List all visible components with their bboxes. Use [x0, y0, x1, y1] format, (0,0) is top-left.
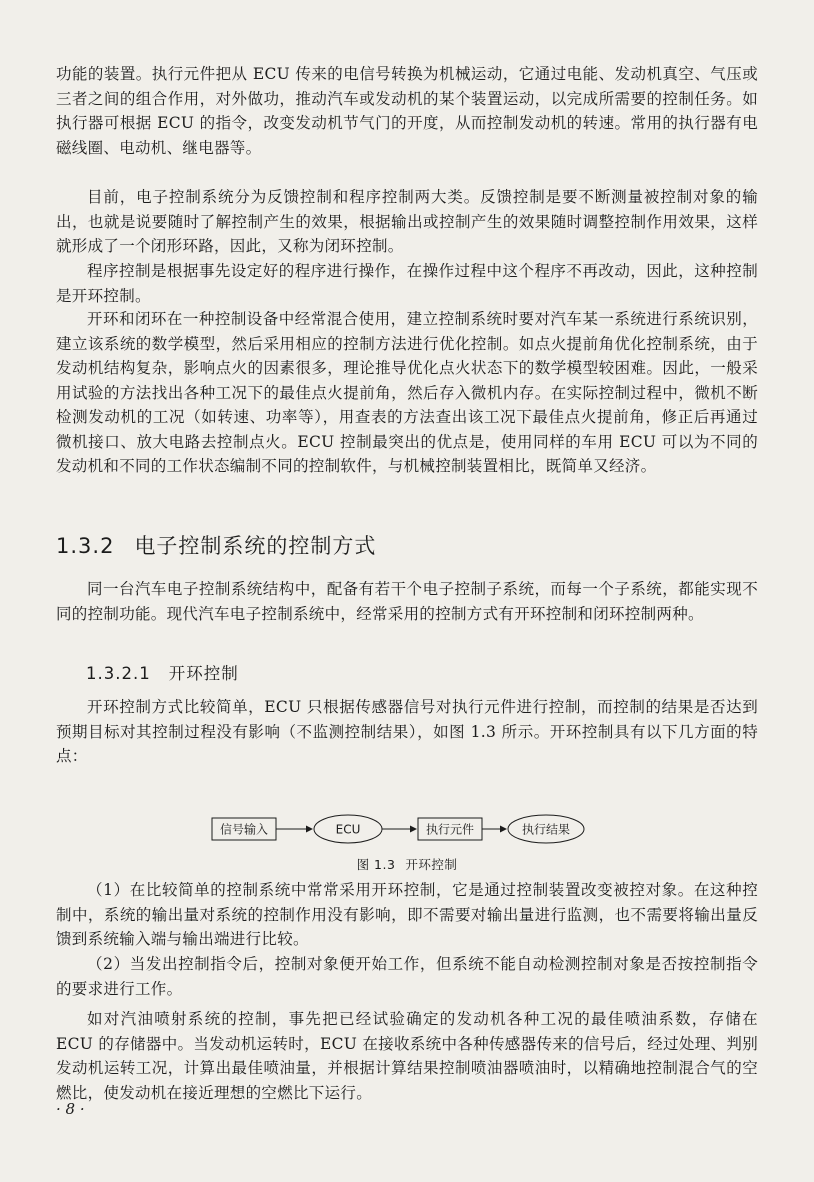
actuator-label: 执行元件 — [425, 822, 475, 837]
figure-caption — [0, 855, 814, 873]
paragraph-actuator-intro: 功能的装置。执行元件把从 ECU 传来的电信号转换为机械运动，它通过电能、发动机真空、气压或三者之间的组合作用，对外做功，推动汽车或发动机的某个装置运动，以完成所需要的控制任务。如执行器可根据 ECU 的指令，改变发动机节气门的开度，从而控制发动机的转速。常用的执行器有电磁线圈、电动机、继电器等。 — [56, 65, 758, 157]
paragraph-open-loop-intro: 开环控制方式比较简单，ECU 只根据传感器信号对执行元件进行控制，而控制的结果是否达到预期目标对其控制过程没有影响（不监测控制结果），如图 1.3 所示。开环控制具有以下几方面的特点： — [56, 698, 758, 765]
paragraph-program-control: 程序控制是根据事先设定好的程序进行操作，在操作过程中这个程序不再改动，因此，这种控制是开环控制。 — [56, 262, 758, 305]
paragraph-feature-1: （1）在比较简单的控制系统中常常采用开环控制，它是通过控制装置改变被控对象。在这种控制中，系统的输出量对系统的控制作用没有影响，即不需要对输出量进行监测，也不需要将输出量反馈到系统输入端与输出端进行比较。 — [56, 881, 758, 948]
paragraph-fuel-injection-example: 如对汽油喷射系统的控制，事先把已经试验确定的发动机各种工况的最佳喷油系数，存储在 ECU 的存储器中。当发动机运转时，ECU 在接收系统中各种传感器传来的信号后，经过处理、判别发动机运转工况，计算出最佳喷油量，并根据计算结果控制喷油器喷油时，以精确地控制混合气的空燃比，使发动机在接近理想的空燃比下运行。 — [56, 1010, 758, 1102]
subsection-title: 开环控制 — [168, 664, 239, 683]
signal-input-label: 信号输入 — [219, 822, 269, 837]
section-number: 1.3.2 — [56, 534, 115, 558]
subsection-heading — [86, 660, 239, 684]
ecu-label: ECU — [335, 822, 361, 837]
figure-number: 图 1.3 — [356, 857, 396, 872]
result-label: 执行结果 — [521, 822, 571, 837]
subsection-number: 1.3.2.1 — [86, 664, 151, 683]
figure-title: 开环控制 — [405, 857, 458, 872]
page-number: · 8 · — [56, 1100, 85, 1118]
paragraph-control-modes: 同一台汽车电子控制系统结构中，配备有若干个电子控制子系统，而每一个子系统，都能实现不同的控制功能。现代汽车电子控制系统中，经常采用的控制方式有开环控制和闭环控制两种。 — [56, 580, 758, 623]
paragraph-mixed-control: 开环和闭环在一种控制设备中经常混合使用，建立控制系统时要对汽车某一系统进行系统识别，建立该系统的数学模型，然后采用相应的控制方法进行优化控制。如点火提前角优化控制系统，由于发动机结构复杂，影响点火的因素很多，理论推导优化点火状态下的数学模型较困难。因此，一般采用试验的方法找出各种工况下的最佳点火提前角，然后存入微机内存。在实际控制过程中，微机不断检测发动机的工况（如转速、功率等），用查表的方法查出该工况下最佳点火提前角，修正后再通过微机接口、放大电路去控制点火。ECU 控制最突出的优点是，使用同样的车用 ECU 可以为不同的发动机和不同的工作状态编制不同的控制软件，与机械控制装置相比，既简单又经济。 — [56, 310, 758, 475]
section-heading — [56, 530, 376, 560]
paragraph-feature-2: （2）当发出控制指令后，控制对象便开始工作，但系统不能自动检测控制对象是否按控制指令的要求进行工作。 — [56, 955, 758, 998]
paragraph-feedback-control: 目前，电子控制系统分为反馈控制和程序控制两大类。反馈控制是要不断测量被控制对象的输出，也就是说要随时了解控制产生的效果，根据输出或控制产生的效果随时调整控制作用效果，这样就形成了一个闭形环路，因此，又称为闭环控制。 — [56, 188, 758, 255]
open-loop-diagram — [210, 812, 590, 846]
section-title: 电子控制系统的控制方式 — [134, 534, 377, 558]
